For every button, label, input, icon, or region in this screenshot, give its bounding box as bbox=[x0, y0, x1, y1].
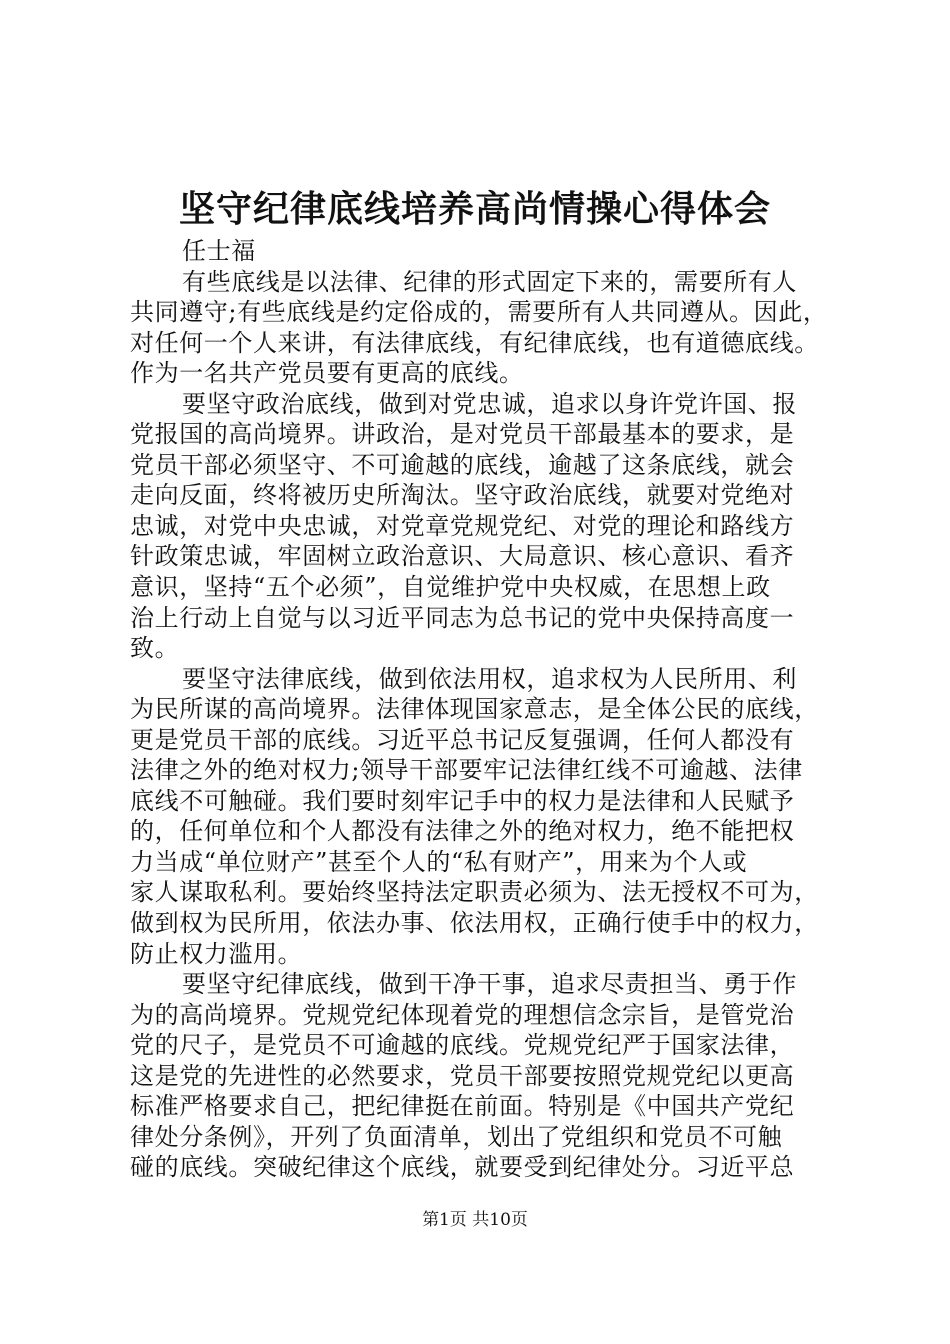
text-line: 这是党的先进性的必然要求，党员干部要按照党规党纪以更高 bbox=[130, 1061, 795, 1090]
text-line: 为的高尚境界。党规党纪体现着党的理想信念宗旨，是管党治 bbox=[130, 1000, 795, 1029]
text-line: 党员干部必须坚守、不可逾越的底线，逾越了这条底线，就会 bbox=[130, 450, 795, 479]
text-line: 要坚守法律底线，做到依法用权，追求权为人民所用、利 bbox=[182, 664, 797, 693]
text-line: 力当成“单位财产”甚至个人的“私有财产”，用来为个人或 bbox=[130, 847, 748, 876]
text-line: 针政策忠诚，牢固树立政治意识、大局意识、核心意识、看齐 bbox=[130, 542, 795, 571]
text-line: 要坚守政治底线，做到对党忠诚，追求以身许党许国、报 bbox=[182, 389, 797, 418]
text-line: 共同遵守;有些底线是约定俗成的，需要所有人共同遵从。因此， bbox=[130, 298, 828, 327]
text-line: 的，任何单位和个人都没有法律之外的绝对权力，绝不能把权 bbox=[130, 817, 795, 846]
document-title: 坚守纪律底线培养高尚情操心得体会 bbox=[178, 188, 771, 230]
text-line: 走向反面，终将被历史所淘汰。坚守政治底线，就要对党绝对 bbox=[130, 481, 795, 510]
author-line: 任士福 bbox=[182, 237, 256, 265]
text-line: 法律之外的绝对权力;领导干部要牢记法律红线不可逾越、法律 bbox=[130, 756, 803, 785]
text-line: 底线不可触碰。我们要时刻牢记手中的权力是法律和人民赋予 bbox=[130, 786, 795, 815]
text-line: 意识，坚持“五个必须”，自觉维护党中央权威，在思想上政 bbox=[130, 573, 771, 602]
text-line: 家人谋取私利。要始终坚持法定职责必须为、法无授权不可为， bbox=[130, 878, 819, 907]
text-line: 为民所谋的高尚境界。法律体现国家意志，是全体公民的底线， bbox=[130, 695, 819, 724]
text-line: 作为一名共产党员要有更高的底线。 bbox=[130, 359, 524, 388]
text-line: 党的尺子，是党员不可逾越的底线。党规党纪严于国家法律， bbox=[130, 1031, 795, 1060]
text-line: 防止权力滥用。 bbox=[130, 939, 303, 968]
text-line: 要坚守纪律底线，做到干净干事，追求尽责担当、勇于作 bbox=[182, 970, 797, 999]
text-line: 忠诚，对党中央忠诚，对党章党规党纪、对党的理论和路线方 bbox=[130, 511, 795, 540]
text-line: 党报国的高尚境界。讲政治，是对党员干部最基本的要求，是 bbox=[130, 420, 795, 449]
text-line: 碰的底线。突破纪律这个底线，就要受到纪律处分。习近平总 bbox=[130, 1153, 795, 1182]
text-line: 致。 bbox=[130, 634, 180, 663]
text-line: 有些底线是以法律、纪律的形式固定下来的，需要所有人 bbox=[182, 267, 797, 296]
page-number-footer: 第1页 共10页 bbox=[422, 1210, 528, 1230]
text-line: 标准严格要求自己，把纪律挺在前面。特别是《中国共产党纪 bbox=[130, 1092, 795, 1121]
text-line: 治上行动上自觉与以习近平同志为总书记的党中央保持高度一 bbox=[130, 603, 795, 632]
text-line: 律处分条例》，开列了负面清单，划出了党组织和党员不可触 bbox=[130, 1122, 783, 1151]
document-body bbox=[130, 236, 828, 1183]
text-line: 对任何一个人来讲，有法律底线，有纪律底线，也有道德底线。 bbox=[130, 328, 819, 357]
text-line: 更是党员干部的底线。习近平总书记反复强调，任何人都没有 bbox=[130, 725, 795, 754]
text-line: 做到权为民所用，依法办事、依法用权，正确行使手中的权力， bbox=[130, 909, 819, 938]
